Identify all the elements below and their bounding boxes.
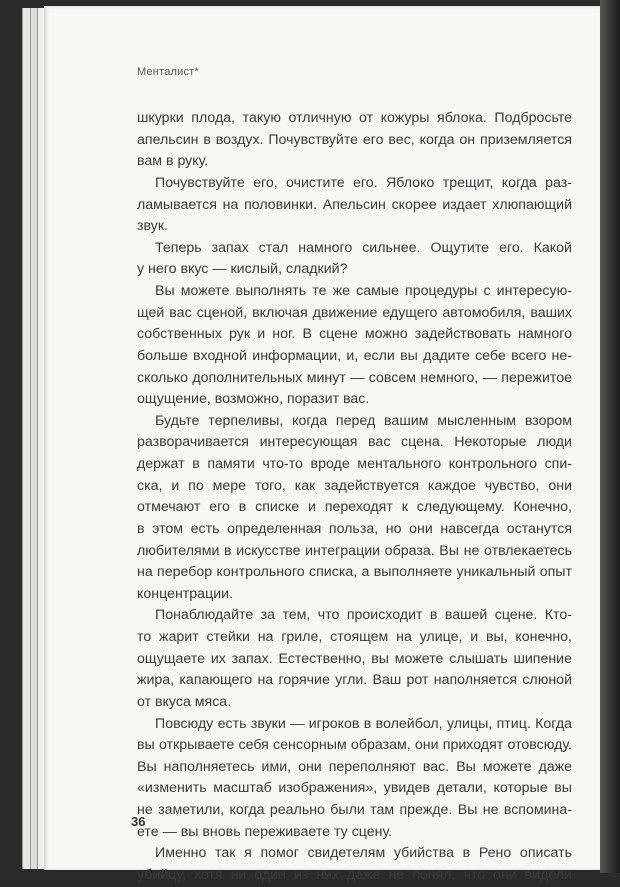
text-line: ощущаете их запах. Естественно, вы можете слышать шипение <box>137 650 572 667</box>
paragraph <box>137 281 572 411</box>
text-line: щей вас сценой, включая движение едущего автомобиля, ваших <box>137 304 572 321</box>
text-line: ете — вы вновь переживаете ту сцену. <box>137 823 393 840</box>
paragraph <box>137 411 572 606</box>
text-line: любителями в искусстве интеграции образа. Вы не отвлекаетесь <box>137 542 572 559</box>
text-line: Будьте терпеливы, когда перед вашим мысленным взором <box>155 412 572 429</box>
text-line: ламывается на половинки. Апельсин скорее издает хлюпающий <box>137 196 572 213</box>
text-line: концентрации. <box>137 585 233 602</box>
text-line: от вкуса мяса. <box>137 693 232 710</box>
running-header: Менталист* <box>137 66 199 78</box>
text-line: в этом есть определенная польза, но они навсегда останутся <box>137 520 572 537</box>
body-text <box>137 108 572 887</box>
text-line: у него вкус — кислый, сладкий? <box>137 261 348 278</box>
paragraph <box>137 843 572 886</box>
text-line: «изменить масштаб изображения», увидев детали, которые вы <box>137 780 572 797</box>
text-line: не заметили, когда реально были там прежде. Вы не вспомина- <box>137 802 572 818</box>
text-line: сколько дополнительных минут — совсем немного, — пережитое <box>137 369 572 386</box>
text-line: Повсюду есть звуки — игроков в волейбол, улицы, птиц. Когда <box>155 715 572 732</box>
text-line: вы открываете себя сенсорным образам, они приходят отовсюду. <box>137 737 572 754</box>
text-line: ска, и по мере того, как задействуется каждое чувство, они <box>137 477 572 494</box>
text-line: то жарит стейки на гриле, стоящем на улице, и вы, конечно, <box>137 629 572 645</box>
text-line: собственных рук и ног. В сцене можно задействовать намного <box>137 326 572 343</box>
text-line: жира, капающего на горячие угли. Ваш рот наполняется слюной <box>137 672 572 689</box>
paragraph <box>137 108 572 173</box>
paragraph <box>137 714 572 844</box>
text-line: отмечают его в списке и переходят к следующему. Конечно, <box>137 499 572 516</box>
text-line: держат в памяти что-то вроде ментального контрольного спи- <box>137 456 572 472</box>
page-number: 36 <box>131 814 146 829</box>
text-line: Вы можете выполнять те же самые процедуры с интересую- <box>155 283 572 299</box>
scan-border <box>600 0 620 873</box>
text-line: вам в руку. <box>137 153 209 170</box>
text-line: Теперь запах стал намного сильнее. Ощутите его. Какой <box>155 239 572 256</box>
text-line: Вы наполняетесь ими, они переполняют вас. Вы можете даже <box>137 758 572 775</box>
paragraph <box>137 238 572 281</box>
paragraph <box>137 605 572 713</box>
text-line: Понаблюдайте за тем, что происходит в вашей сцене. Кто- <box>155 607 572 624</box>
text-line: убийцу, хотя ни один из них даже не понял, что они видели <box>137 866 572 883</box>
text-line: Почувствуйте его, очистите его. Яблоко трещит, когда раз- <box>155 174 572 191</box>
text-line: апельсин в воздух. Почувствуйте его вес, когда он приземляется <box>137 131 572 148</box>
text-line: ощущение, возможно, поразит вас. <box>137 391 370 408</box>
text-line: на перебор контрольного списка, а выполняете уникальный опыт <box>137 564 572 581</box>
text-line: шкурки плода, такую отличную от кожуры яблока. Подбросьте <box>137 110 572 126</box>
text-line: больше входной информации, и, если вы дадите себе всего не- <box>137 347 572 364</box>
text-line: звук. <box>137 218 168 235</box>
text-line: Именно так я помог свидетелям убийства в Рено описать <box>155 845 572 862</box>
paragraph <box>137 173 572 238</box>
text-line: разворачивается интересующая вас сцена. Некоторые люди <box>137 434 572 451</box>
